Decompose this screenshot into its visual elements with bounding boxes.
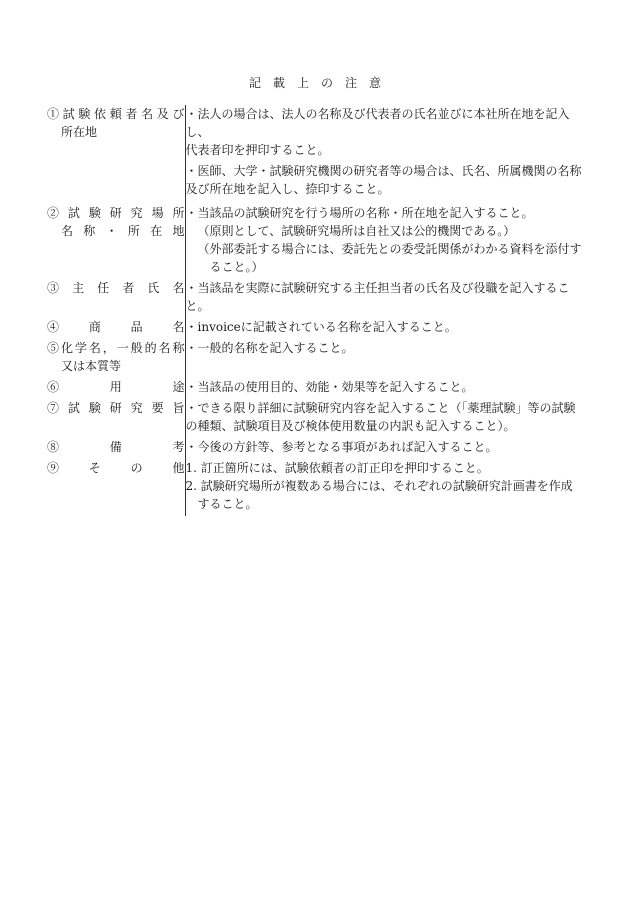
table-row xyxy=(47,339,592,378)
row-label xyxy=(47,204,185,279)
description-line: ・当該品の試験研究を行う場所の名称・所在地を記入すること。 xyxy=(185,206,534,220)
row-label xyxy=(47,438,185,459)
description-item xyxy=(186,105,593,159)
description-line: ・できる限り詳細に試験研究内容を記入すること（「薬理試験」等の試験 xyxy=(185,401,576,415)
row-description xyxy=(185,105,592,204)
table-row xyxy=(47,204,592,279)
description-line: 代表者印を押印すること。 xyxy=(185,143,330,157)
label-line: ④商品名 xyxy=(47,320,185,334)
description-line: ・invoiceに記載されている名称を記入すること。 xyxy=(185,320,457,334)
table-row xyxy=(47,399,592,438)
row-description xyxy=(185,204,592,279)
description-line: ・一般的名称を記入すること。 xyxy=(185,341,354,355)
description-line: と。 xyxy=(185,299,210,313)
table-row xyxy=(47,105,592,204)
label-line: ⑨その他 xyxy=(47,461,185,475)
table-row xyxy=(47,438,592,459)
label-line: ②試験研究場所 xyxy=(47,206,185,220)
page-title: 記載上の注意 xyxy=(248,76,393,90)
row-label xyxy=(47,339,185,378)
row-label xyxy=(47,399,185,438)
row-description xyxy=(185,378,592,399)
label-line: ⑧備考 xyxy=(47,440,185,454)
label-line: 所在地 xyxy=(61,125,98,139)
notes-table xyxy=(47,105,592,516)
label-line: 又は本質等 xyxy=(61,359,122,373)
description-line: 及び所在地を記入し、捺印すること。 xyxy=(185,182,390,196)
table-row xyxy=(47,459,592,516)
row-label xyxy=(47,318,185,339)
description-line: ・当該品を実際に試験研究する主任担当者の氏名及び役職を記入するこ xyxy=(185,281,570,295)
description-item xyxy=(186,162,593,198)
label-line: ⑤化学名，一般的名称 xyxy=(47,341,185,355)
row-description xyxy=(185,318,592,339)
table-row xyxy=(47,378,592,399)
label-line: ⑦試験研究要旨 xyxy=(47,401,185,415)
label-line: ①試験依頼者名及び xyxy=(47,107,185,121)
description-line: ・法人の場合は、法人の名称及び代表者の氏名並びに本社所在地を記入し、 xyxy=(185,107,570,139)
row-label xyxy=(47,459,185,516)
row-label xyxy=(47,378,185,399)
description-line: の種類、試験項目及び検体使用数量の内訳も記入すること）。 xyxy=(185,419,516,433)
row-description xyxy=(185,339,592,378)
label-line: ⑥用途 xyxy=(47,380,185,394)
label-line: ③主任者氏名 xyxy=(47,281,185,295)
table-row xyxy=(47,318,592,339)
description-line: ・今後の方針等、参考となる事項があれば記入すること。 xyxy=(185,440,498,454)
description-line: すること。 xyxy=(197,497,258,511)
description-line: ・当該品の使用目的、効能・効果等を記入すること。 xyxy=(185,380,474,394)
row-label xyxy=(47,279,185,318)
row-description xyxy=(185,399,592,438)
row-description xyxy=(185,438,592,459)
description-line: 2. 試験研究場所が複数ある場合には、それぞれの試験研究計画書を作成 xyxy=(185,479,573,493)
description-line: （外部委託する場合には、委託先との委受託関係がわかる資料を添付す xyxy=(197,242,582,256)
label-line: 名称・所在地 xyxy=(61,224,185,238)
row-label xyxy=(47,105,185,204)
description-line: 1. 訂正箇所には、試験依頼者の訂正印を押印すること。 xyxy=(185,461,489,475)
row-description xyxy=(185,459,592,516)
description-line: ・医師、大学・試験研究機関の研究者等の場合は、氏名、所属機関の名称 xyxy=(185,164,582,178)
description-line: （原則として、試験研究場所は自社又は公的機関である。） xyxy=(197,224,516,238)
table-row xyxy=(47,279,592,318)
description-line: ること。） xyxy=(209,260,264,274)
row-description xyxy=(185,279,592,318)
